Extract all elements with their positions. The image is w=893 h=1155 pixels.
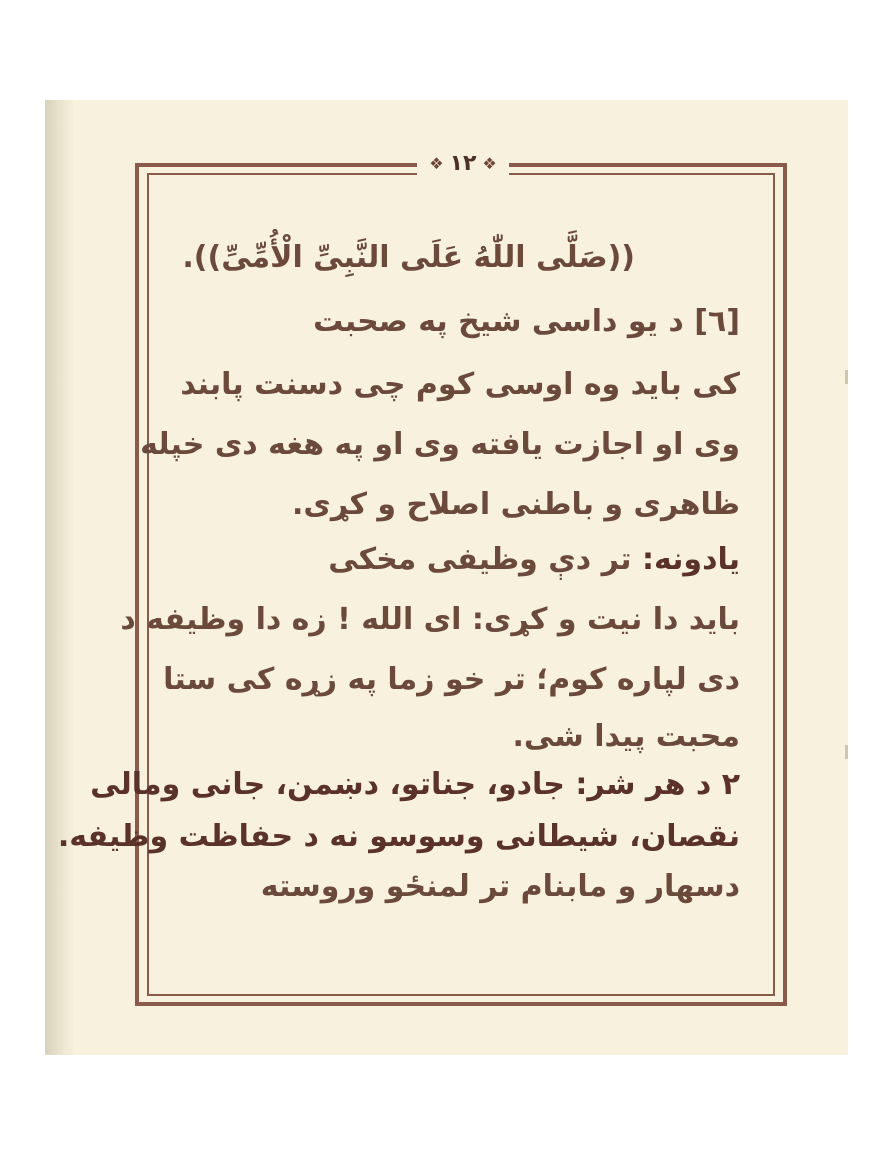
scan-edge-mark	[845, 745, 848, 759]
note-label: یادونه:	[641, 542, 740, 577]
text-line-7: دی لپاره کوم؛ تر خو زما په زړه کی ستا	[163, 662, 740, 697]
note-text: تر دې وظیفی مخکی	[328, 542, 632, 577]
text-line-6: باید دا نیت و کړی: ای الله ! زه دا وظیفه د	[120, 602, 740, 637]
page-header	[417, 149, 509, 179]
text-line-11: دسهار و مابنام تر لمنځو وروسته	[260, 869, 740, 904]
ornament-icon-left: ❖	[482, 154, 497, 173]
text-line-3: وی او اجازت یافته وی او په هغه دی خپله	[140, 427, 740, 462]
note-line	[328, 542, 740, 577]
salawat-line: ((صَلَّى اللّٰهُ عَلَى النَّبِیِّ الْأُمِّیِّ)).	[182, 240, 635, 275]
text-line-2: کی باید وه اوسی کوم چی دسنت پابند	[180, 367, 740, 402]
ornament-icon-right: ❖	[429, 154, 444, 173]
text-line-1: [٦] د یو داسی شیخ په صحبت	[313, 304, 740, 339]
page-binding-shadow	[45, 100, 73, 1055]
text-line-8: محبت پیدا شی.	[512, 719, 740, 754]
heading-line-1: ٢ د هر شر: جادو، جناتو، دښمن، جانی ومالی	[90, 767, 740, 802]
scan-edge-mark	[845, 370, 848, 384]
page-number: ۱۲	[449, 151, 477, 176]
heading-line-2: نقصان، شیطانی وسوسو نه د حفاظت وظیفه.	[57, 819, 740, 854]
text-line-4: ظاهری و باطنی اصلاح و کړی.	[291, 487, 740, 522]
